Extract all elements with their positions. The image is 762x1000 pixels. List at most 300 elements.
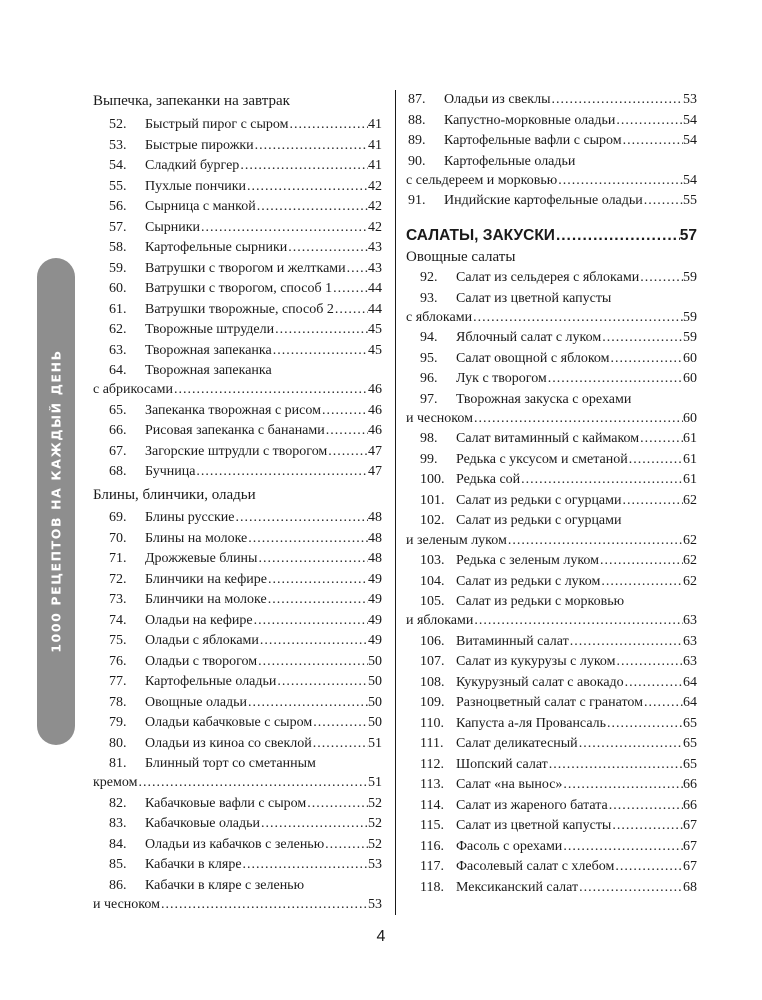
toc-entry-number: 98. [420, 431, 438, 447]
toc-entry-title: Салат из редьки с луком [456, 573, 601, 589]
part-heading-salads[interactable] [406, 224, 697, 248]
toc-entry-page: 48 [368, 551, 382, 566]
dot-leader [239, 156, 368, 176]
toc-entry-number: 72. [109, 571, 127, 587]
toc-entry-line[interactable] [420, 592, 697, 612]
toc-entry-continuation[interactable] [406, 171, 697, 191]
toc-entry-page: 49 [368, 592, 382, 607]
dot-leader [256, 197, 368, 217]
toc-entry-line[interactable] [420, 390, 697, 410]
dot-leader [247, 529, 368, 549]
toc-entry[interactable] [420, 652, 697, 672]
dot-leader [606, 714, 683, 734]
toc-entry-page: 49 [368, 571, 382, 587]
dot-leader [195, 462, 368, 482]
toc-entry-title: Кабачки в кляре с зеленью [145, 877, 305, 893]
toc-entry[interactable] [109, 442, 382, 462]
toc-entry[interactable] [109, 713, 382, 733]
toc-entry-title: Картофельные вафли с сыром [444, 133, 622, 148]
toc-entry[interactable] [109, 218, 382, 238]
toc-entry-number: 96. [420, 371, 438, 387]
toc-entry-number: 117. [420, 859, 444, 875]
toc-entry-number: 59. [109, 260, 127, 276]
toc-entry-page: 65 [683, 715, 697, 731]
toc-entry-title: Разноцветный салат с гранатом [456, 695, 643, 711]
toc-entry-page: 46 [368, 402, 382, 418]
toc-entry-number: 87. [408, 92, 426, 107]
toc-entry-title: Блины на молоке [145, 530, 248, 546]
dot-leader [473, 409, 683, 429]
toc-entry-number: 77. [109, 674, 127, 689]
toc-entry-number: 116. [420, 838, 444, 854]
toc-entry-number: 100. [420, 472, 445, 488]
dot-leader [639, 429, 683, 449]
toc-entry-title: Яблочный салат с луком [456, 330, 602, 346]
toc-entry-title: Запеканка творожная с рисом [145, 402, 321, 418]
toc-entry-number: 55. [109, 178, 127, 194]
toc-entry-page: 55 [683, 193, 697, 209]
toc-entry-page: 62 [683, 553, 697, 569]
toc-entry-title: Салат из цветной капусты [456, 290, 612, 306]
toc-entry-page: 49 [368, 612, 382, 628]
dot-leader [547, 369, 683, 389]
toc-entry-page: 42 [368, 178, 382, 194]
toc-entry[interactable] [420, 470, 697, 490]
toc-entry-title: Кабачковые оладьи [145, 816, 261, 832]
toc-entry[interactable] [109, 570, 382, 590]
toc-entry-number: 57. [109, 219, 127, 235]
dot-leader [253, 611, 368, 631]
dot-leader [624, 673, 683, 693]
dot-leader [267, 570, 368, 590]
toc-entry-title: Ватрушки с творогом, способ 1 [145, 281, 333, 296]
toc-entry-title: Дрожжевые блины [145, 551, 258, 566]
toc-entry-number: 118. [420, 879, 444, 895]
toc-entry[interactable] [420, 775, 697, 795]
toc-entry-title: с яблоками [406, 309, 473, 325]
toc-entry-line[interactable] [109, 361, 382, 381]
toc-entry-number: 115. [420, 818, 444, 834]
toc-entry-page: 53 [368, 896, 382, 912]
toc-entry-number: 91. [408, 193, 426, 209]
toc-entry-title: Индийские картофельные оладьи [444, 193, 643, 209]
toc-entry[interactable] [109, 279, 382, 299]
dot-leader [557, 171, 683, 191]
toc-entry[interactable] [109, 177, 382, 197]
toc-entry-page: 59 [683, 270, 697, 285]
toc-entry-title: Сладкий бургер [145, 158, 240, 173]
dot-leader [242, 855, 368, 875]
toc-entry-number: 114. [420, 797, 444, 813]
toc-entry-page: 68 [683, 879, 697, 895]
toc-entry[interactable] [420, 572, 697, 592]
toc-entry[interactable] [109, 652, 382, 672]
toc-entry-number: 97. [420, 391, 438, 407]
toc-entry-number: 93. [420, 290, 438, 306]
toc-entry[interactable] [420, 328, 697, 348]
toc-entry[interactable] [109, 197, 382, 217]
toc-entry-number: 53. [109, 137, 127, 153]
toc-entry-page: 61 [683, 431, 697, 447]
dot-leader [628, 450, 683, 470]
toc-entry[interactable] [420, 755, 697, 775]
dot-leader [306, 794, 368, 814]
toc-entry-title: Картофельные оладьи [444, 153, 576, 169]
toc-entry[interactable] [109, 734, 382, 754]
toc-entry-number: 78. [109, 694, 127, 710]
dot-leader [137, 773, 368, 793]
toc-entry-page: 63 [683, 654, 697, 670]
dot-leader [600, 572, 683, 592]
toc-entry-number: 111. [420, 736, 444, 752]
toc-entry[interactable] [109, 672, 382, 692]
toc-entry-page: 52 [368, 795, 382, 811]
toc-entry-line[interactable] [420, 289, 697, 309]
dot-leader [325, 421, 368, 441]
toc-entry-number: 74. [109, 612, 127, 628]
dot-leader [257, 549, 368, 569]
toc-entry-number: 89. [408, 133, 426, 148]
toc-entry-line[interactable] [408, 152, 697, 172]
section-heading-vegetable-salads: Овощные салаты [406, 249, 516, 265]
toc-entry-title: Блинчики на кефире [145, 571, 267, 587]
toc-entry-title: Оладьи из киноа со свеклой [145, 735, 312, 751]
toc-entry[interactable] [420, 632, 697, 652]
toc-entry-number: 113. [420, 777, 444, 793]
toc-entry[interactable] [109, 529, 382, 549]
toc-entry-number: 85. [109, 857, 127, 873]
toc-entry-number: 103. [420, 553, 445, 569]
part-page: 57 [679, 227, 697, 244]
toc-entry-title: Оладьи на кефире [145, 612, 253, 628]
toc-entry[interactable] [109, 814, 382, 834]
toc-entry-continuation[interactable] [93, 380, 382, 400]
dot-leader [276, 672, 368, 692]
toc-entry[interactable] [109, 855, 382, 875]
toc-entry[interactable] [109, 341, 382, 361]
dot-leader [562, 775, 683, 795]
toc-entry[interactable] [420, 491, 697, 511]
toc-entry-title: Оладьи из кабачков с зеленью [145, 836, 325, 852]
toc-entry[interactable] [109, 320, 382, 340]
dot-leader [614, 857, 683, 877]
toc-entry-title: Овощные оладьи [145, 694, 248, 710]
toc-entry-page: 46 [368, 423, 382, 439]
dot-leader [608, 796, 683, 816]
toc-entry[interactable] [109, 693, 382, 713]
toc-entry[interactable] [420, 673, 697, 693]
dot-leader [610, 349, 683, 369]
dot-leader [334, 300, 368, 320]
dot-leader [254, 136, 368, 156]
toc-entry-page: 43 [368, 240, 382, 255]
dot-leader [643, 693, 683, 713]
dot-leader [562, 837, 683, 857]
toc-entry-number: 75. [109, 633, 127, 648]
toc-entry-number: 67. [109, 443, 127, 459]
toc-entry-page: 54 [683, 172, 697, 188]
toc-entry-page: 63 [683, 633, 697, 649]
toc-entry-title: Салат из кукурузы с луком [456, 654, 616, 670]
toc-entry[interactable] [109, 835, 382, 855]
part-title: САЛАТЫ, ЗАКУСКИ [406, 227, 555, 244]
dot-leader [550, 90, 683, 110]
dot-leader [324, 835, 368, 855]
toc-entry-line[interactable] [109, 876, 382, 896]
dot-leader [616, 652, 684, 672]
toc-entry-page: 62 [683, 492, 697, 508]
toc-entry-number: 83. [109, 816, 127, 832]
toc-entry-page: 64 [683, 674, 697, 690]
toc-entry-title: Блинный торт со сметанным [145, 756, 316, 771]
toc-entry-page: 47 [368, 443, 382, 459]
toc-entry-title: Оладьи с творогом [145, 653, 258, 669]
toc-entry[interactable] [420, 857, 697, 877]
toc-entry-page: 62 [683, 573, 697, 589]
toc-entry-title: Блины русские [145, 510, 235, 525]
toc-entry-title: Капустно-морковные оладьи [444, 112, 616, 128]
toc-entry-number: 92. [420, 270, 438, 285]
toc-entry[interactable] [109, 401, 382, 421]
toc-entry-title: Кукурузный салат с авокадо [456, 674, 624, 690]
toc-entry[interactable] [408, 191, 697, 211]
toc-entry[interactable] [420, 268, 697, 288]
toc-entry-page: 51 [368, 775, 382, 791]
toc-entry-number: 76. [109, 653, 127, 669]
toc-entry-title: Салат витаминный с каймаком [456, 431, 640, 447]
toc-entry[interactable] [420, 796, 697, 816]
toc-entry-page: 50 [368, 694, 382, 710]
toc-entry-title: Ватрушки с творогом и желтками [145, 260, 346, 276]
toc-entry-page: 54 [683, 112, 697, 128]
toc-entry-number: 65. [109, 402, 127, 418]
dot-leader [622, 491, 684, 511]
toc-entry-number: 99. [420, 451, 438, 467]
dot-leader [601, 328, 683, 348]
toc-entry-title: Творожная запеканка [145, 342, 272, 358]
toc-entry-title: и яблоками [406, 613, 474, 629]
side-tab-label: 1000 РЕЦЕПТОВ НА КАЖДЫЙ ДЕНЬ [48, 349, 64, 653]
toc-entry-title: Фасоль с орехами [456, 838, 563, 854]
toc-entry[interactable] [420, 450, 697, 470]
toc-entry[interactable] [109, 590, 382, 610]
section-heading-breakfast: Выпечка, запеканки на завтрак [93, 93, 290, 109]
toc-entry[interactable] [420, 551, 697, 571]
toc-entry-title: Картофельные сырники [145, 240, 288, 255]
toc-entry-title: Творожная закуска с орехами [456, 391, 632, 407]
toc-entry-title: и чесноком [93, 896, 160, 912]
toc-entry[interactable] [109, 259, 382, 279]
toc-entry[interactable] [109, 794, 382, 814]
toc-entry-title: Кабачки в кляре [145, 857, 242, 873]
toc-entry[interactable] [420, 837, 697, 857]
toc-entry[interactable] [420, 369, 697, 389]
toc-entry-number: 86. [109, 877, 127, 893]
toc-entry[interactable] [420, 349, 697, 369]
toc-entry-continuation[interactable] [406, 531, 697, 551]
toc-entry-page: 44 [368, 281, 382, 296]
toc-entry-continuation[interactable] [406, 409, 697, 429]
toc-entry-number: 70. [109, 530, 127, 546]
toc-entry-title: Редька сой [456, 472, 521, 488]
dot-leader [569, 632, 683, 652]
toc-entry[interactable] [109, 300, 382, 320]
toc-entry-number: 64. [109, 363, 127, 378]
toc-entry[interactable] [109, 508, 382, 528]
toc-entry-number: 105. [420, 594, 445, 610]
toc-entry-title: Оладьи с яблоками [145, 633, 259, 648]
toc-entry-title: Творожная запеканка [145, 363, 272, 378]
toc-entry-title: и зеленым луком [406, 532, 507, 548]
toc-entry-continuation[interactable] [93, 895, 382, 915]
toc-entry-number: 106. [420, 633, 445, 649]
toc-entry-page: 53 [683, 92, 697, 107]
toc-entry-page: 50 [368, 715, 382, 730]
toc-entry-title: Сырница с манкой [145, 199, 256, 214]
toc-entry[interactable] [408, 131, 697, 151]
dot-leader [611, 816, 683, 836]
dot-leader [548, 755, 683, 775]
toc-entry-page: 65 [683, 736, 697, 752]
dot-leader [200, 218, 368, 238]
toc-entry-title: Лук с творогом [456, 371, 547, 387]
toc-entry-number: 61. [109, 301, 127, 317]
dot-leader [346, 259, 368, 279]
toc-entry[interactable] [408, 90, 697, 110]
toc-entry-title: Витаминный салат [456, 633, 569, 649]
toc-entry-number: 110. [420, 715, 444, 731]
dot-leader [472, 308, 683, 328]
toc-entry[interactable] [109, 421, 382, 441]
toc-entry[interactable] [408, 111, 697, 131]
toc-entry-number: 88. [408, 112, 426, 128]
toc-entry-number: 109. [420, 695, 445, 711]
toc-entry-page: 61 [683, 451, 697, 467]
toc-entry-page: 67 [683, 818, 697, 834]
column-divider [395, 90, 396, 915]
toc-entry-page: 42 [368, 219, 382, 235]
dot-leader [473, 611, 683, 631]
toc-entry[interactable] [109, 156, 382, 176]
toc-entry[interactable] [420, 816, 697, 836]
toc-entry-number: 104. [420, 573, 445, 589]
dot-leader [643, 191, 683, 211]
dot-leader [327, 442, 368, 462]
toc-entry-number: 62. [109, 322, 127, 337]
dot-leader [173, 380, 368, 400]
toc-entry-page: 45 [368, 322, 382, 337]
toc-entry-title: Оладьи кабачковые с сыром [145, 715, 313, 730]
toc-entry-number: 69. [109, 510, 127, 525]
toc-entry-page: 60 [683, 371, 697, 387]
toc-entry-number: 71. [109, 551, 127, 566]
toc-entry-page: 52 [368, 816, 382, 832]
toc-entry[interactable] [420, 714, 697, 734]
toc-entry-page: 60 [683, 350, 697, 366]
toc-entry-number: 63. [109, 342, 127, 358]
toc-entry-number: 101. [420, 492, 445, 508]
toc-entry-number: 80. [109, 735, 127, 751]
toc-entry-page: 63 [683, 613, 697, 629]
toc-entry-number: 102. [420, 513, 445, 529]
dot-leader [272, 341, 368, 361]
toc-entry-title: Сырники [145, 219, 201, 235]
toc-entry[interactable] [420, 734, 697, 754]
toc-entry[interactable] [420, 693, 697, 713]
toc-entry-title: Редька с зеленым луком [456, 553, 600, 569]
toc-entry[interactable] [109, 238, 382, 258]
dot-leader [599, 551, 683, 571]
toc-entry-page: 49 [368, 633, 382, 648]
toc-entry[interactable] [109, 549, 382, 569]
toc-entry-title: Шопский салат [456, 756, 548, 772]
toc-entry-line[interactable] [420, 511, 697, 531]
toc-entry-page: 60 [683, 410, 697, 426]
toc-entry[interactable] [109, 631, 382, 651]
toc-entry-page: 48 [368, 510, 382, 525]
toc-entry-continuation[interactable] [406, 308, 697, 328]
toc-entry-number: 68. [109, 464, 127, 480]
dot-leader [578, 734, 683, 754]
toc-entry-page: 59 [683, 330, 697, 346]
toc-entry-page: 46 [368, 382, 382, 398]
toc-entry-title: Ватрушки творожные, способ 2 [145, 301, 334, 317]
dot-leader [259, 631, 368, 651]
toc-entry-title: Пухлые пончики [145, 178, 247, 194]
dot-leader [247, 693, 368, 713]
toc-entry-title: Редька с уксусом и сметаной [456, 451, 628, 467]
toc-entry-number: 82. [109, 795, 127, 811]
dot-leader [234, 508, 368, 528]
toc-entry-page: 50 [368, 653, 382, 669]
toc-entry-line[interactable] [109, 754, 382, 774]
toc-entry-number: 94. [420, 330, 438, 346]
toc-entry-number: 52. [109, 117, 127, 132]
toc-entry-title: Салат из цветной капусты [456, 818, 612, 834]
toc-entry-page: 43 [368, 260, 382, 276]
section-heading-pancakes: Блины, блинчики, оладьи [93, 487, 256, 503]
toc-entry-page: 44 [368, 301, 382, 317]
toc-entry[interactable] [420, 429, 697, 449]
toc-entry[interactable] [109, 611, 382, 631]
toc-entry-page: 41 [368, 158, 382, 173]
toc-entry-page: 64 [683, 695, 697, 711]
toc-entry-number: 95. [420, 350, 438, 366]
toc-entry[interactable] [420, 878, 697, 898]
toc-entry[interactable] [109, 115, 382, 135]
dot-leader [520, 470, 683, 490]
toc-entry-title: Блинчики на молоке [145, 592, 267, 607]
toc-entry-page: 67 [683, 838, 697, 854]
toc-entry-continuation[interactable] [93, 773, 382, 793]
toc-entry-page: 41 [368, 117, 382, 132]
dot-leader [332, 279, 368, 299]
dot-leader [289, 115, 369, 135]
toc-entry[interactable] [109, 136, 382, 156]
toc-entry-page: 66 [683, 777, 697, 793]
toc-entry[interactable] [109, 462, 382, 482]
toc-entry-page: 42 [368, 199, 382, 214]
toc-entry-continuation[interactable] [406, 611, 697, 631]
dot-leader [555, 224, 680, 248]
toc-entry-title: Капуста а-ля Провансаль [456, 715, 607, 731]
toc-entry-page: 66 [683, 797, 697, 813]
dot-leader [578, 878, 683, 898]
dot-leader [507, 531, 683, 551]
dot-leader [615, 111, 683, 131]
toc-entry-page: 41 [368, 137, 382, 153]
toc-entry-number: 90. [408, 153, 426, 169]
